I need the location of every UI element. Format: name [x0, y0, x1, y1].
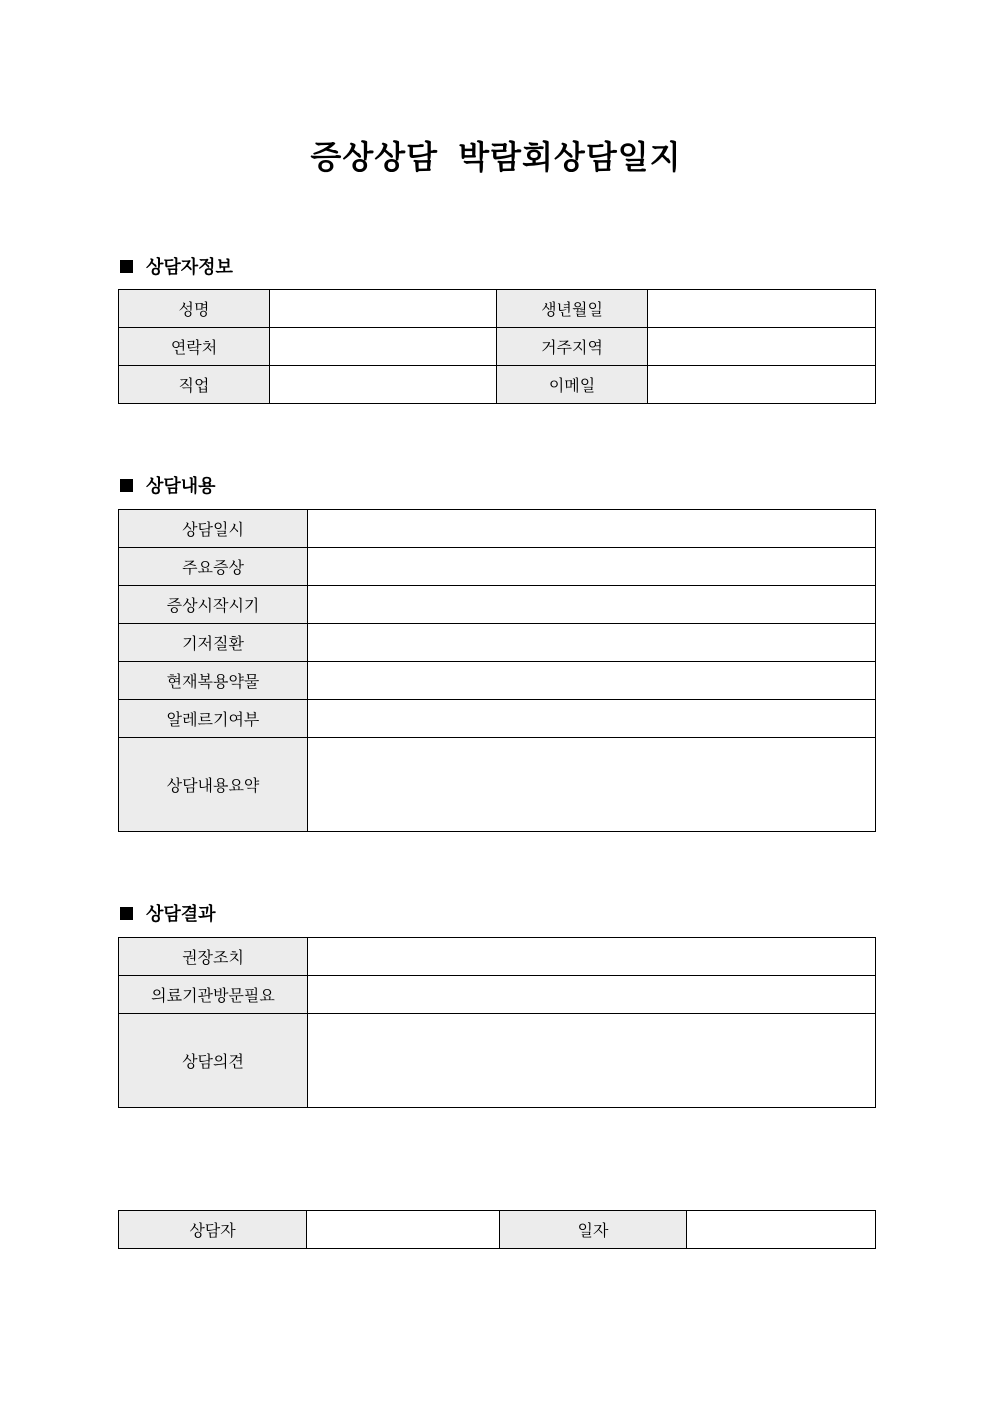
- email-field[interactable]: [648, 366, 876, 404]
- table-row: [119, 1211, 876, 1249]
- section-heading-consult-result: [120, 900, 216, 926]
- occupation-field[interactable]: [270, 366, 497, 404]
- region-field[interactable]: [648, 328, 876, 366]
- consult-opinion-field[interactable]: [308, 1014, 876, 1108]
- table-row: [119, 290, 876, 328]
- consult-content-table: [118, 509, 876, 832]
- section-heading-label: 상담결과: [146, 904, 216, 925]
- underlying-disease-field[interactable]: [308, 624, 876, 662]
- table-row: [119, 738, 876, 832]
- section-heading-consult-content: [120, 472, 216, 498]
- table-row: [119, 510, 876, 548]
- consult-datetime-field[interactable]: [308, 510, 876, 548]
- main-symptom-field[interactable]: [308, 548, 876, 586]
- main-symptom-label: 주요증상: [119, 548, 308, 586]
- table-row: [119, 976, 876, 1014]
- table-row: [119, 938, 876, 976]
- table-row: [119, 624, 876, 662]
- recommended-action-label: 권장조치: [119, 938, 308, 976]
- occupation-label: 직업: [119, 366, 270, 404]
- contact-label: 연락처: [119, 328, 270, 366]
- region-label: 거주지역: [497, 328, 648, 366]
- client-info-table: [118, 289, 876, 404]
- section-heading-client-info: [120, 253, 233, 279]
- table-row: [119, 700, 876, 738]
- table-row: [119, 328, 876, 366]
- table-row: [119, 662, 876, 700]
- allergy-field[interactable]: [308, 700, 876, 738]
- name-field[interactable]: [270, 290, 497, 328]
- birthdate-field[interactable]: [648, 290, 876, 328]
- underlying-disease-label: 기저질환: [119, 624, 308, 662]
- allergy-label: 알레르기여부: [119, 700, 308, 738]
- square-bullet-icon: [120, 260, 133, 273]
- email-label: 이메일: [497, 366, 648, 404]
- consult-summary-label: 상담내용요약: [119, 738, 308, 832]
- square-bullet-icon: [120, 907, 133, 920]
- consult-summary-field[interactable]: [308, 738, 876, 832]
- hospital-visit-field[interactable]: [308, 976, 876, 1014]
- signature-table: [118, 1210, 876, 1249]
- table-row: [119, 548, 876, 586]
- current-medication-field[interactable]: [308, 662, 876, 700]
- page-title: 증상상담 박람회상담일지: [310, 138, 682, 176]
- section-heading-label: 상담내용: [146, 476, 216, 497]
- date-label: 일자: [500, 1211, 687, 1249]
- hospital-visit-label: 의료기관방문필요: [119, 976, 308, 1014]
- symptom-onset-label: 증상시작시기: [119, 586, 308, 624]
- table-row: [119, 586, 876, 624]
- square-bullet-icon: [120, 479, 133, 492]
- table-row: [119, 366, 876, 404]
- date-field[interactable]: [687, 1211, 876, 1249]
- birthdate-label: 생년월일: [497, 290, 648, 328]
- consult-datetime-label: 상담일시: [119, 510, 308, 548]
- section-heading-label: 상담자정보: [146, 257, 233, 278]
- counselor-label: 상담자: [119, 1211, 307, 1249]
- name-label: 성명: [119, 290, 270, 328]
- consult-opinion-label: 상담의견: [119, 1014, 308, 1108]
- recommended-action-field[interactable]: [308, 938, 876, 976]
- contact-field[interactable]: [270, 328, 497, 366]
- table-row: [119, 1014, 876, 1108]
- counselor-field[interactable]: [307, 1211, 500, 1249]
- consult-result-table: [118, 937, 876, 1108]
- symptom-onset-field[interactable]: [308, 586, 876, 624]
- current-medication-label: 현재복용약물: [119, 662, 308, 700]
